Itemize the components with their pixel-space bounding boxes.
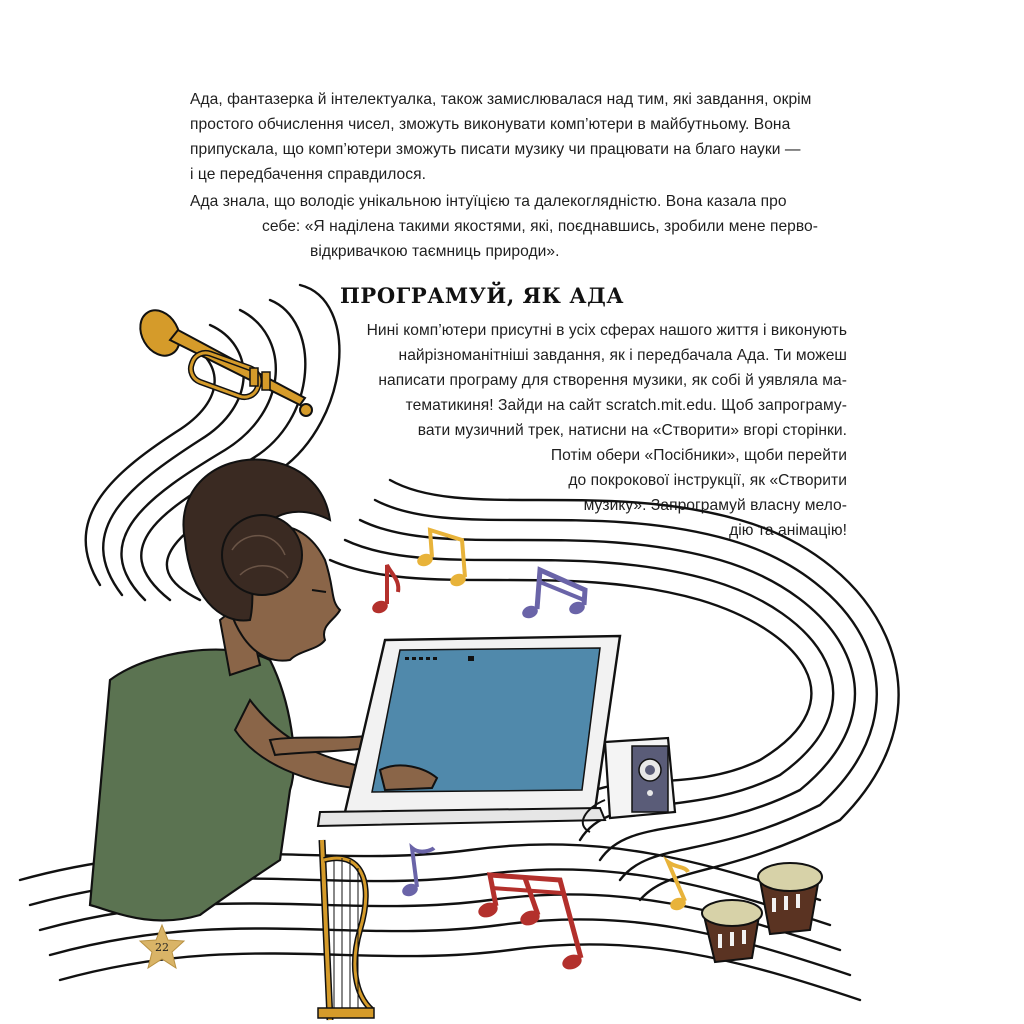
text-line: припускала, що комп’ютери зможуть писати музику чи працювати на благо науки — (190, 141, 801, 158)
text-line: дію та анімацію! (729, 522, 847, 539)
text-line: простого обчислення чисел, зможуть виконувати комп’ютери в майбутньому. Вона (190, 116, 791, 133)
text-line: Ада, фантазерка й інтелектуалка, також замислювалася над тим, які завдання, окрім (190, 91, 812, 108)
text-line: відкривачкою таємниць природи». (310, 243, 560, 260)
text-line: музику». Запрограмуй власну мело- (583, 497, 847, 514)
text-line: себе: «Я наділена такими якостями, які, поєднавшись, зробили мене перво- (262, 218, 819, 235)
section-heading: ПРОГРАМУЙ, ЯК АДА (340, 283, 625, 308)
text-line: Ада знала, що володіє унікальною інтуїцією та далекоглядністю. Вона казала про (190, 193, 787, 210)
text-line: Нині комп’ютери присутні в усіх сферах нашого життя і виконують (366, 322, 847, 339)
text-line: найрізноманітніші завдання, як і передбачала Ада. Ти можеш (398, 347, 847, 364)
text-line: і це передбачення справдилося. (190, 166, 426, 183)
text-line: Потім обери «Посібники», щоби перейти (550, 447, 847, 464)
text-line: вати музичний трек, натисни на «Створити» вгорі сторінки. (417, 422, 847, 439)
text-line: написати програму для створення музики, як собі й уявляла ма- (378, 372, 847, 389)
text-line: тематикиня! Зайди на сайт scratch.mit.edu. Щоб запрограму- (405, 397, 847, 414)
trumpet-icon (132, 303, 312, 416)
page-number: 22 (155, 941, 169, 954)
laptop-icon (318, 636, 620, 826)
text-line: до покрокової інструкції, як «Створити (568, 472, 847, 489)
